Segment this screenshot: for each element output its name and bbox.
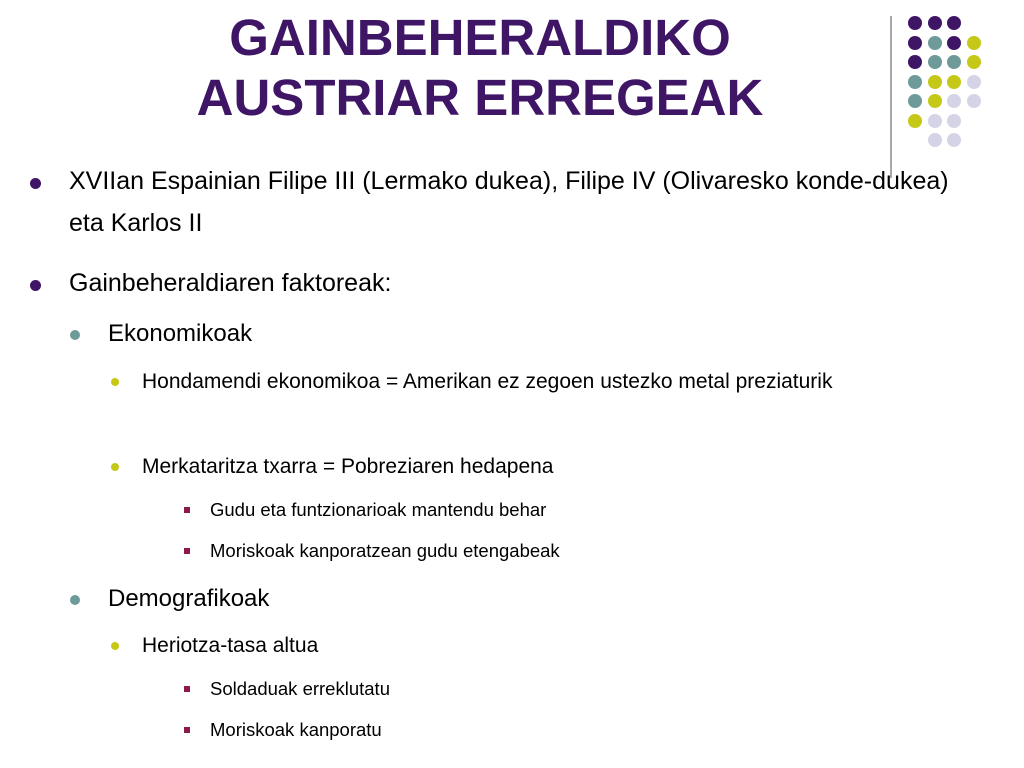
bullet-text: Gainbeheraldiaren faktoreak: — [69, 269, 392, 297]
bullet-text: Moriskoak kanporatu — [210, 719, 382, 740]
title-line-2: AUSTRIAR ERREGEAK — [196, 69, 764, 126]
decorative-dot-teal — [947, 55, 961, 69]
bullet-text: Heriotza-tasa altua — [142, 634, 319, 657]
decorative-dot-lime — [908, 114, 922, 128]
decorative-dot-lavender — [928, 114, 942, 128]
decorative-dot-purple — [908, 16, 922, 30]
decorative-dot-lime — [967, 36, 981, 50]
decorative-dot-purple — [947, 36, 961, 50]
decorative-dot-lavender — [947, 114, 961, 128]
decorative-dot-lime — [928, 75, 942, 89]
decorative-dot-lavender — [967, 94, 981, 108]
bullet-item-level-4 — [0, 538, 960, 564]
bullet-text: XVIIan Espainian Filipe III (Lermako dukea), Filipe IV (Olivaresko konde-dukea) eta Karlos II — [69, 167, 949, 237]
decorative-dot-purple — [947, 16, 961, 30]
bullet-marker-square — [184, 507, 190, 513]
bullet-marker-square — [184, 548, 190, 554]
bullet-marker-purple — [30, 178, 41, 189]
bullet-text: Ekonomikoak — [108, 320, 253, 347]
bullet-marker-teal — [70, 330, 80, 340]
decorative-dot-lavender — [947, 94, 961, 108]
bullet-item-level-3 — [0, 448, 960, 486]
bullet-text: Gudu eta funtzionarioak mantendu behar — [210, 499, 547, 520]
decorative-dot-teal — [908, 75, 922, 89]
bullet-item-level-2 — [0, 583, 960, 615]
bullet-item-level-1 — [0, 262, 960, 304]
bullet-marker-lime — [111, 642, 119, 650]
bullet-marker-teal — [70, 595, 80, 605]
bullet-item-level-4 — [0, 497, 960, 523]
bullet-text: Merkataritza txarra = Pobreziaren hedapena — [142, 455, 554, 478]
bullet-item-level-2 — [0, 318, 960, 350]
bullet-marker-lime — [111, 463, 119, 471]
bullet-marker-purple — [30, 280, 41, 291]
decorative-dot-lime — [928, 94, 942, 108]
decorative-dot-purple — [908, 36, 922, 50]
decorative-dot-teal — [928, 36, 942, 50]
decorative-dot-purple — [928, 16, 942, 30]
bullet-item-level-4 — [0, 676, 960, 702]
decorative-vertical-line — [890, 16, 892, 178]
bullet-item-level-3 — [0, 627, 960, 665]
decorative-dot-purple — [908, 55, 922, 69]
bullet-item-level-4 — [0, 717, 960, 743]
bullet-marker-square — [184, 727, 190, 733]
bullet-marker-lime — [111, 378, 119, 386]
bullet-item-level-1 — [0, 160, 960, 248]
bullet-text: Demografikoak — [108, 585, 270, 612]
decorative-dot-lavender — [947, 133, 961, 147]
title-line-1: GAINBEHERALDIKO — [229, 9, 731, 66]
bullet-item-level-3 — [0, 363, 960, 439]
decorative-dot-lime — [947, 75, 961, 89]
decorative-dot-teal — [928, 55, 942, 69]
bullet-text: Moriskoak kanporatzean gudu etengabeak — [210, 540, 560, 561]
decorative-dot-lavender — [928, 133, 942, 147]
bullet-text: Soldaduak erreklutatu — [210, 678, 390, 699]
decorative-dot-lime — [967, 55, 981, 69]
slide-title — [110, 8, 850, 128]
decorative-dot-teal — [908, 94, 922, 108]
bullet-text: Hondamendi ekonomikoa = Amerikan ez zegoen ustezko metal preziaturik — [142, 370, 833, 393]
bullet-marker-square — [184, 686, 190, 692]
decorative-dot-lavender — [967, 75, 981, 89]
